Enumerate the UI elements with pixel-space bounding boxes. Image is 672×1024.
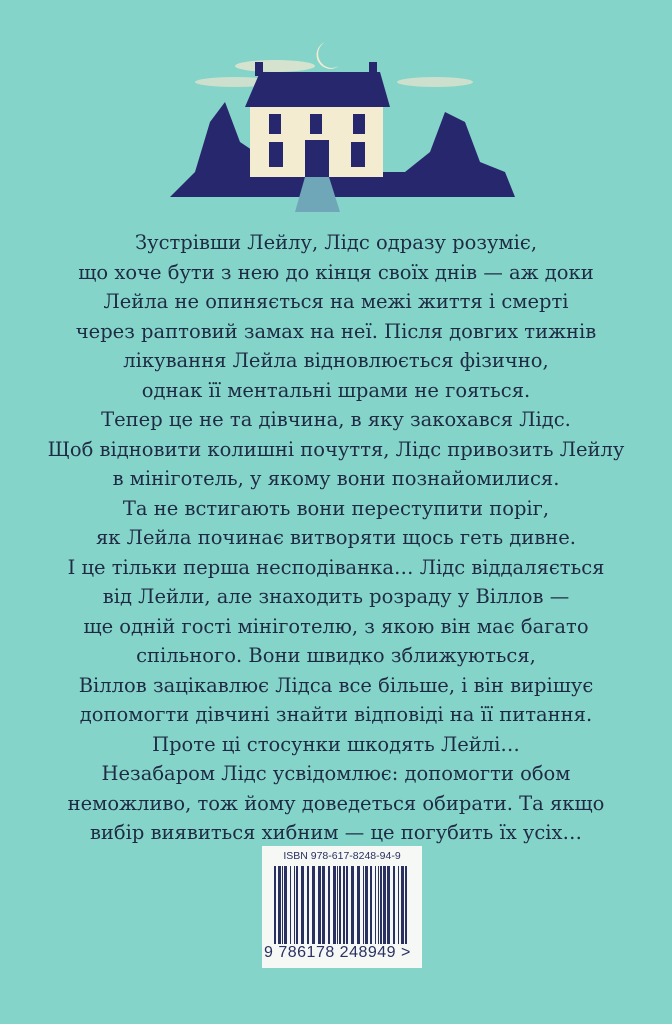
barcode-bar [343,866,345,944]
blurb-line: Проте ці стосунки шкодять Лейлі… [152,732,520,756]
blurb-line: спільного. Вони швидко зближуються, [136,644,536,667]
blurb-line: І це тільки перша несподіванка… Лідс віддаляється [67,555,605,579]
blurb-line: Лейла не опиняється на межі життя і смерті [103,290,569,313]
isbn-label: ISBN 978-617-8248-94-9 [283,850,401,862]
barcode-bar [307,866,309,944]
blurb-line: як Лейла починає витворяти щось геть дивне. [95,526,576,549]
barcode-bar [333,866,336,944]
barcode-bar [370,866,372,944]
blurb-line: Та не встигають вони переступити поріг, [122,496,550,520]
barcode-bars-icon [272,866,412,946]
barcode-bar [363,866,364,944]
blurb-line: допомогти дівчині знайти відповіді на її питання. [79,703,593,726]
barcode-bar [351,866,354,944]
blurb-line: Зустрівши Лейлу, Лідс одразу розуміє, [134,231,538,254]
barcode-bar [357,866,360,944]
barcode-bar [282,866,283,944]
barcode-bar [312,866,315,944]
barcode-bar [375,866,376,944]
barcode-bar [380,866,382,944]
blurb-line: Незабаром Лідс усвідомлює: допомогти обом [101,762,571,785]
barcode-bar [405,866,407,944]
barcode-bar [318,866,321,944]
barcode-bar [393,866,395,944]
barcode-bar [294,866,295,944]
barcode-bar [284,866,287,944]
blurb-line: в мініготель, у якому вони познайомилися. [112,467,560,490]
barcode-bar [387,866,390,944]
barcode-bar [401,866,404,944]
house-illustration-icon [165,32,525,212]
blurb-line: від Лейли, але знаходить розраду у Віллов — [102,585,570,608]
barcode-bar [398,866,399,944]
isbn-barcode [262,846,422,968]
barcode-bar [378,866,379,944]
barcode-bar [339,866,341,944]
barcode-bar [301,866,304,944]
blurb-line: вибір виявиться хибним — це погубить їх усіх… [89,821,583,844]
barcode-bar [365,866,368,944]
blurb-text [0,228,672,848]
barcode-bar [337,866,338,944]
barcode-bar [322,866,325,944]
barcode-digits: 9 786178 248949 > [264,944,411,961]
blurb-line: через раптовий замах на неї. Після довгих тижнів [75,319,597,343]
blurb-line: лікування Лейла відновлюється фізично, [123,349,549,372]
barcode-bar [278,866,281,944]
barcode-bar [383,866,386,944]
blurb-line: неможливо, тож йому доведеться обирати. Та якщо [67,791,605,815]
blurb-line: Щоб відновити колишні почуття, Лідс привозить Лейлу [47,437,625,461]
barcode-bar [346,866,348,944]
blurb-line: Віллов зацікавлює Лідса все більше, і він вирішує [78,673,594,697]
barcode-bar [290,866,291,944]
blurb-line: Тепер це не та дівчина, в яку закохався Лідс. [101,408,571,431]
barcode-bar [296,866,298,944]
blurb-line: ще одній гості мініготелю, з якою він має багато [83,614,589,638]
blurb-line: однак її ментальні шрами не гояться. [141,378,531,402]
blurb-line: що хоче бути з нею до кінця своїх днів — аж доки [78,260,594,284]
barcode-bar [328,866,330,944]
barcode-bar [274,866,276,944]
